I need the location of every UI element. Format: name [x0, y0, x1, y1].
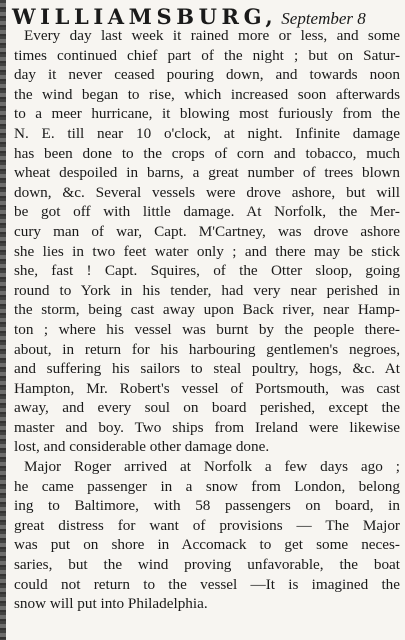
article-line: could not return to the vessel —It is imagined the: [14, 575, 400, 593]
article-line: Every day last week it rained more or less, and some: [24, 27, 400, 44]
article-line: down, &c. Several vessels were drove ashore, but will: [14, 183, 400, 201]
article-line: has been done to the crops of corn and tobacco, much: [14, 144, 400, 162]
article-line: to a meer hurricane, it blowing most furiously from the: [14, 105, 400, 123]
article-line: N. E. till near 10 o'clock, at night. Infinite damage: [14, 124, 400, 142]
article-line: master and boy. Two ships from Ireland were likewise: [14, 418, 400, 436]
article-line: lost, and considerable other damage done.: [14, 438, 270, 456]
article-line: Major Roger arrived at Norfolk a few days ago ;: [24, 458, 400, 476]
article-line: round to York in his tender, had very near perished in: [14, 281, 400, 299]
article-line: Hampton, Mr. Robert's vessel of Portsmouth, was cast: [14, 379, 400, 397]
dateline-place: WILLIAMSBURG,: [12, 4, 278, 29]
article-line: she lies in two feet water only ; and there may be stick: [14, 242, 400, 260]
article-line: ing to Baltimore, with 58 passengers on board, in: [14, 497, 400, 515]
article-line: and suffering his sailors to steal poultry, hogs, &c. At: [14, 360, 400, 378]
article-line: he came passenger in a snow from London, belong: [14, 477, 400, 495]
article-line: ton ; where his vessel was burnt by the people there-: [14, 320, 400, 338]
article-body: [14, 26, 400, 614]
article-line: wheat despoiled in barns, a great number of trees blown: [14, 164, 400, 182]
article-line: be got off with little damage. At Norfolk, the Mer-: [14, 203, 400, 221]
torn-page-edge: [0, 0, 6, 640]
article-line: snow will put into Philadelphia.: [14, 595, 208, 613]
article-line: day it never ceased pouring down, and towards noon: [14, 66, 400, 84]
article-line: about, in return for his harbouring gentlemen's negroes,: [14, 340, 400, 358]
article-line: great distress for want of provisions — The Major: [14, 516, 400, 534]
article-line: cury man of war, Capt. M'Cartney, was drove ashore: [14, 222, 400, 240]
article-line: the storm, being cast away upon Back river, near Hamp-: [14, 301, 400, 319]
article-line: the wind began to rise, which increased soon afterwards: [14, 85, 400, 103]
dateline-date: September 8: [281, 9, 366, 28]
article-line: she, fast ! Capt. Squires, of the Otter sloop, going: [14, 262, 400, 280]
article-line: was put on shore in Accomack to get some neces-: [14, 536, 400, 554]
article-line: times continued chief part of the night ; but on Satur-: [14, 46, 400, 64]
article-line: saries, but the wind proving unfavorable, the boat: [14, 556, 400, 574]
article-line: away, and every soul on board perished, except the: [14, 399, 400, 417]
